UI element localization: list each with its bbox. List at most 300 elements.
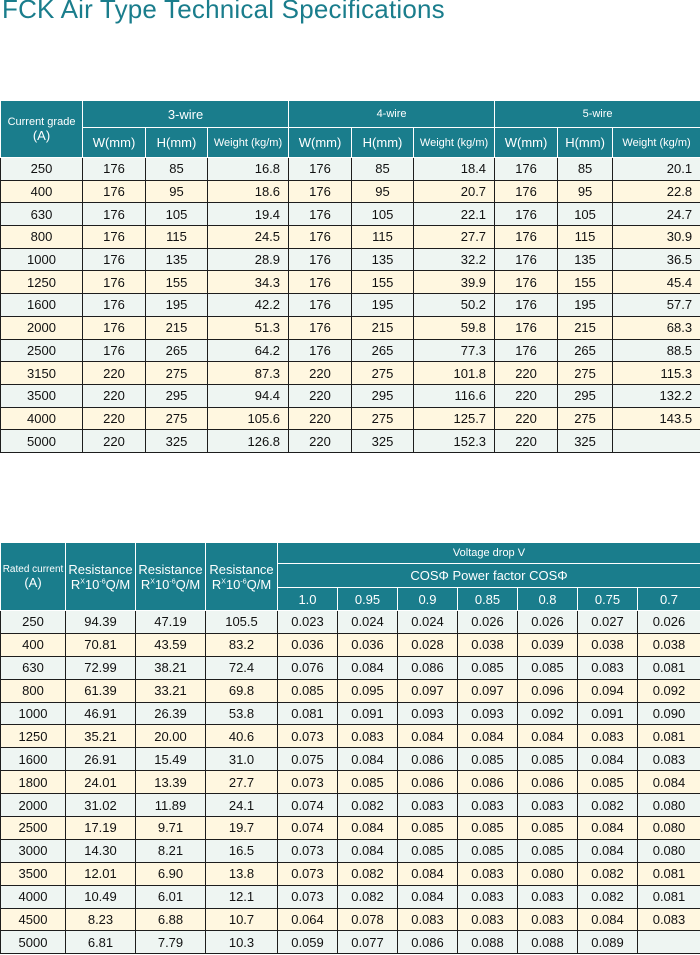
table-cell: 0.084 — [578, 839, 638, 862]
table-cell: 0.036 — [338, 633, 398, 656]
table-cell: 51.3 — [208, 316, 289, 339]
table-cell: 0.024 — [338, 611, 398, 634]
table-cell: 0.074 — [278, 794, 338, 817]
table-cell: 31.0 — [206, 748, 278, 771]
table-cell: 0.081 — [638, 862, 700, 885]
table-cell: 0.073 — [278, 885, 338, 908]
table-cell: 176 — [83, 294, 146, 317]
table-cell: 88.5 — [613, 339, 700, 362]
table-cell: 220 — [495, 407, 558, 430]
table-cell: 0.083 — [578, 656, 638, 679]
table-cell: 0.075 — [278, 748, 338, 771]
table-cell: 115 — [352, 226, 414, 249]
table-cell: 325 — [352, 430, 414, 453]
table-cell: 0.082 — [338, 794, 398, 817]
table-cell: 0.089 — [578, 931, 638, 954]
table-row — [1, 679, 700, 702]
table-cell: 0.083 — [578, 725, 638, 748]
table-cell: 68.3 — [613, 316, 700, 339]
table-cell: 0.064 — [278, 908, 338, 931]
table-cell: 43.59 — [136, 633, 206, 656]
table-cell: 10.7 — [206, 908, 278, 931]
table-cell: 0.086 — [398, 748, 458, 771]
resistance-header: Resistance $R^X10^{-6}Q/M$ — [136, 543, 206, 611]
table-cell: 115.3 — [613, 362, 700, 385]
table-cell — [613, 430, 700, 453]
table-row — [1, 384, 700, 407]
table-cell: 85 — [352, 158, 414, 181]
voltage-drop-header: Voltage drop V — [278, 543, 700, 564]
table-cell: 220 — [83, 362, 146, 385]
table-cell: 0.082 — [578, 794, 638, 817]
table-cell: 0.038 — [578, 633, 638, 656]
table-cell: 0.084 — [458, 725, 518, 748]
table-cell: 0.084 — [338, 748, 398, 771]
table-row — [1, 656, 700, 679]
table-cell: 12.01 — [66, 862, 136, 885]
table-cell: 220 — [289, 430, 352, 453]
table-cell: 0.088 — [458, 931, 518, 954]
table-row — [1, 702, 700, 725]
table-cell: 10.49 — [66, 885, 136, 908]
table-cell: 0.026 — [638, 611, 700, 634]
table-row — [1, 226, 700, 249]
table-cell: 0.083 — [398, 794, 458, 817]
table-cell: 275 — [352, 362, 414, 385]
table-cell: 215 — [146, 316, 208, 339]
table-cell: 0.038 — [638, 633, 700, 656]
table-cell: 176 — [289, 203, 352, 226]
table-cell: 5000 — [1, 430, 83, 453]
table-cell: 0.083 — [458, 908, 518, 931]
table-cell: 105.6 — [208, 407, 289, 430]
table-cell: 0.083 — [518, 908, 578, 931]
cos-header: COSΦ Power factor COSΦ — [278, 564, 700, 588]
table-cell: 176 — [289, 180, 352, 203]
table-cell: 3500 — [1, 384, 83, 407]
table-cell: 220 — [83, 384, 146, 407]
table-cell: 176 — [495, 271, 558, 294]
table-cell: 265 — [558, 339, 613, 362]
table-cell: 0.091 — [338, 702, 398, 725]
table-cell: 275 — [558, 407, 613, 430]
table-cell: 0.084 — [338, 656, 398, 679]
table-cell: 295 — [146, 384, 208, 407]
table-cell: 800 — [1, 679, 66, 702]
table-cell: 3000 — [1, 839, 66, 862]
spec-header-row-2 — [1, 128, 700, 158]
table-cell: 24.5 — [208, 226, 289, 249]
table-row — [1, 430, 700, 453]
sub-header-h: H(mm) — [146, 128, 208, 158]
table-cell: 0.092 — [638, 679, 700, 702]
table-cell: 1250 — [1, 271, 83, 294]
table-cell: 295 — [558, 384, 613, 407]
table-cell: 176 — [83, 158, 146, 181]
table-cell: 0.080 — [638, 817, 700, 840]
table-cell: 0.083 — [458, 794, 518, 817]
table-cell: 176 — [83, 316, 146, 339]
table-cell: 0.086 — [398, 656, 458, 679]
table-cell: 22.1 — [414, 203, 495, 226]
table-cell: 95 — [558, 180, 613, 203]
table-cell: 0.085 — [458, 839, 518, 862]
table-cell: 0.073 — [278, 771, 338, 794]
table-cell: 0.073 — [278, 725, 338, 748]
table-cell: 220 — [289, 362, 352, 385]
table-cell: 630 — [1, 656, 66, 679]
group-header-5-wire: 5-wire — [495, 101, 700, 128]
table-cell: 400 — [1, 633, 66, 656]
table-cell: 275 — [146, 407, 208, 430]
table-cell: 24.01 — [66, 771, 136, 794]
table-cell: 105 — [146, 203, 208, 226]
table-cell: 135 — [146, 248, 208, 271]
table-cell: 135 — [558, 248, 613, 271]
table-cell: 176 — [289, 158, 352, 181]
table-cell: 18.4 — [414, 158, 495, 181]
table-cell: 85 — [558, 158, 613, 181]
power-factor-header: 0.7 — [638, 588, 700, 611]
table-cell: 34.3 — [208, 271, 289, 294]
table-cell: 220 — [495, 384, 558, 407]
table-cell: 2500 — [1, 339, 83, 362]
table-cell: 0.082 — [578, 862, 638, 885]
table-cell: 36.5 — [613, 248, 700, 271]
table-cell: 0.097 — [458, 679, 518, 702]
table-row — [1, 294, 700, 317]
table-cell: 250 — [1, 611, 66, 634]
table-cell: 0.084 — [338, 839, 398, 862]
table-cell: 0.027 — [578, 611, 638, 634]
table-cell: 176 — [289, 226, 352, 249]
table-cell: 26.91 — [66, 748, 136, 771]
table-cell: 0.059 — [278, 931, 338, 954]
table-cell: 3150 — [1, 362, 83, 385]
table-cell: 46.91 — [66, 702, 136, 725]
table-cell: 400 — [1, 180, 83, 203]
table-cell: 0.085 — [458, 656, 518, 679]
table-cell: 101.8 — [414, 362, 495, 385]
table-cell: 125.7 — [414, 407, 495, 430]
table-cell: 0.080 — [518, 862, 578, 885]
table-cell: 0.085 — [398, 839, 458, 862]
table-cell: 0.086 — [518, 771, 578, 794]
table-cell: 143.5 — [613, 407, 700, 430]
table-cell: 0.082 — [578, 885, 638, 908]
table-cell: 20.1 — [613, 158, 700, 181]
table-row — [1, 180, 700, 203]
table-row — [1, 362, 700, 385]
table-cell: 33.21 — [136, 679, 206, 702]
table-cell: 27.7 — [206, 771, 278, 794]
table-cell: 0.088 — [518, 931, 578, 954]
table-cell: 0.085 — [578, 771, 638, 794]
table-cell: 155 — [558, 271, 613, 294]
table-cell: 0.083 — [518, 794, 578, 817]
table-row — [1, 316, 700, 339]
table-cell: 0.085 — [518, 748, 578, 771]
table-cell: 0.084 — [338, 817, 398, 840]
table-cell: 72.4 — [206, 656, 278, 679]
table-cell: 19.7 — [206, 817, 278, 840]
table-cell: 7.79 — [136, 931, 206, 954]
table-cell: 176 — [289, 316, 352, 339]
table-cell: 3500 — [1, 862, 66, 885]
sub-header-weight: Weight (kg/m) — [208, 128, 289, 158]
table-cell: 72.99 — [66, 656, 136, 679]
table-cell: 126.8 — [208, 430, 289, 453]
power-factor-header: 0.95 — [338, 588, 398, 611]
table-cell: 630 — [1, 203, 83, 226]
table-cell: 2500 — [1, 817, 66, 840]
table-cell: 105 — [558, 203, 613, 226]
table-cell: 28.9 — [208, 248, 289, 271]
table-cell: 6.90 — [136, 862, 206, 885]
table-cell: 265 — [146, 339, 208, 362]
table-cell: 0.084 — [578, 748, 638, 771]
table-cell: 115 — [146, 226, 208, 249]
table-cell: 176 — [83, 226, 146, 249]
table-cell: 0.073 — [278, 839, 338, 862]
table-cell: 4000 — [1, 885, 66, 908]
table-cell: 0.084 — [398, 725, 458, 748]
table-row — [1, 771, 700, 794]
table-cell: 265 — [352, 339, 414, 362]
table-cell: 0.097 — [398, 679, 458, 702]
table-cell: 69.8 — [206, 679, 278, 702]
sub-header-w: W(mm) — [495, 128, 558, 158]
table-cell: 2000 — [1, 316, 83, 339]
table-cell: 18.6 — [208, 180, 289, 203]
table-cell: 0.085 — [458, 817, 518, 840]
table-cell: 176 — [289, 339, 352, 362]
table-row — [1, 748, 700, 771]
sub-header-h: H(mm) — [558, 128, 613, 158]
table-cell: 155 — [352, 271, 414, 294]
spec-table — [0, 100, 700, 453]
vd-header-row-1 — [1, 543, 700, 564]
table-cell: 0.085 — [458, 748, 518, 771]
spec-table-body — [1, 158, 700, 453]
table-cell: 8.23 — [66, 908, 136, 931]
table-cell: 0.090 — [638, 702, 700, 725]
table-cell: 11.89 — [136, 794, 206, 817]
table-cell: 0.093 — [458, 702, 518, 725]
table-cell: 42.2 — [208, 294, 289, 317]
table-cell: 0.028 — [398, 633, 458, 656]
table-cell: 57.7 — [613, 294, 700, 317]
table-cell: 176 — [289, 294, 352, 317]
table-cell: 0.086 — [398, 931, 458, 954]
table-row — [1, 633, 700, 656]
table-cell: 0.084 — [518, 725, 578, 748]
table-cell: 19.4 — [208, 203, 289, 226]
table-cell: 176 — [83, 339, 146, 362]
table-cell: 12.1 — [206, 885, 278, 908]
table-cell: 0.093 — [398, 702, 458, 725]
table-cell: 220 — [495, 362, 558, 385]
table-cell: 0.083 — [458, 885, 518, 908]
table-cell: 0.082 — [338, 862, 398, 885]
table-cell: 195 — [352, 294, 414, 317]
table-cell: 195 — [558, 294, 613, 317]
table-cell: 1600 — [1, 748, 66, 771]
power-factor-header: 1.0 — [278, 588, 338, 611]
table-cell: 0.085 — [338, 771, 398, 794]
table-cell: 0.074 — [278, 817, 338, 840]
table-row — [1, 339, 700, 362]
table-cell: 45.4 — [613, 271, 700, 294]
table-cell: 27.7 — [414, 226, 495, 249]
table-cell: 220 — [83, 407, 146, 430]
table-cell: 176 — [495, 226, 558, 249]
page-title: FCK Air Type Technical Specifications — [2, 0, 445, 24]
table-cell: 26.39 — [136, 702, 206, 725]
table-cell: 0.085 — [518, 839, 578, 862]
table-row — [1, 271, 700, 294]
table-cell: 176 — [495, 158, 558, 181]
table-row — [1, 407, 700, 430]
table-cell: 0.078 — [338, 908, 398, 931]
table-cell: 0.083 — [518, 885, 578, 908]
table-cell: 77.3 — [414, 339, 495, 362]
table-row — [1, 839, 700, 862]
table-cell: 16.8 — [208, 158, 289, 181]
table-cell: 0.084 — [638, 771, 700, 794]
table-cell: 5000 — [1, 931, 66, 954]
table-cell: 176 — [495, 203, 558, 226]
table-cell: 176 — [83, 248, 146, 271]
table-cell: 94.4 — [208, 384, 289, 407]
table-cell: 0.094 — [578, 679, 638, 702]
table-cell: 275 — [558, 362, 613, 385]
table-cell: 176 — [495, 339, 558, 362]
table-cell: 220 — [495, 430, 558, 453]
sub-header-h: H(mm) — [352, 128, 414, 158]
table-cell: 14.30 — [66, 839, 136, 862]
table-cell: 61.39 — [66, 679, 136, 702]
table-cell: 155 — [146, 271, 208, 294]
table-cell: 0.084 — [398, 862, 458, 885]
voltage-drop-table — [0, 542, 700, 954]
table-cell: 195 — [146, 294, 208, 317]
table-cell: 0.026 — [458, 611, 518, 634]
table-cell: 325 — [558, 430, 613, 453]
table-cell: 176 — [83, 271, 146, 294]
resistance-header: Resistance $R^X10^{-6}Q/M$ — [66, 543, 136, 611]
table-cell: 20.7 — [414, 180, 495, 203]
table-cell: 64.2 — [208, 339, 289, 362]
table-cell: 295 — [352, 384, 414, 407]
table-cell: 70.81 — [66, 633, 136, 656]
table-cell: 176 — [289, 271, 352, 294]
table-cell: 95 — [352, 180, 414, 203]
table-cell: 220 — [289, 407, 352, 430]
table-cell: 0.084 — [578, 817, 638, 840]
table-cell: 0.095 — [338, 679, 398, 702]
table-cell: 39.9 — [414, 271, 495, 294]
table-cell: 87.3 — [208, 362, 289, 385]
table-cell: 50.2 — [414, 294, 495, 317]
table-cell: 8.21 — [136, 839, 206, 862]
table-cell: 1000 — [1, 248, 83, 271]
table-cell: 0.096 — [518, 679, 578, 702]
table-cell: 31.02 — [66, 794, 136, 817]
group-header-4-wire: 4-wire — [289, 101, 495, 128]
table-cell: 9.71 — [136, 817, 206, 840]
table-cell: 32.2 — [414, 248, 495, 271]
table-cell: 17.19 — [66, 817, 136, 840]
table-row — [1, 158, 700, 181]
table-cell: 6.88 — [136, 908, 206, 931]
table-cell: 0.083 — [458, 862, 518, 885]
table-cell: 35.21 — [66, 725, 136, 748]
power-factor-header: 0.75 — [578, 588, 638, 611]
table-row — [1, 794, 700, 817]
table-cell: 0.082 — [338, 885, 398, 908]
table-cell: 1600 — [1, 294, 83, 317]
table-cell: 176 — [83, 203, 146, 226]
table-cell: 4000 — [1, 407, 83, 430]
table-row — [1, 248, 700, 271]
table-cell: 0.086 — [458, 771, 518, 794]
table-cell: 47.19 — [136, 611, 206, 634]
table-cell: 325 — [146, 430, 208, 453]
table-cell: 85 — [146, 158, 208, 181]
table-cell: 0.073 — [278, 862, 338, 885]
table-cell: 0.085 — [518, 656, 578, 679]
table-cell: 0.092 — [518, 702, 578, 725]
table-cell: 1800 — [1, 771, 66, 794]
sub-header-w: W(mm) — [83, 128, 146, 158]
sub-header-w: W(mm) — [289, 128, 352, 158]
table-cell: 176 — [289, 248, 352, 271]
group-header-3-wire: 3-wire — [83, 101, 289, 128]
table-cell: 0.077 — [338, 931, 398, 954]
table-cell: 10.3 — [206, 931, 278, 954]
table-cell — [638, 931, 700, 954]
power-factor-header: 0.8 — [518, 588, 578, 611]
table-cell: 38.21 — [136, 656, 206, 679]
table-cell: 0.080 — [638, 839, 700, 862]
table-cell: 0.085 — [518, 817, 578, 840]
table-cell: 53.8 — [206, 702, 278, 725]
table-row — [1, 885, 700, 908]
table-cell: 0.083 — [638, 908, 700, 931]
table-cell: 275 — [146, 362, 208, 385]
table-cell: 0.081 — [278, 702, 338, 725]
table-cell: 275 — [352, 407, 414, 430]
table-cell: 176 — [495, 180, 558, 203]
table-cell: 24.1 — [206, 794, 278, 817]
table-cell: 13.8 — [206, 862, 278, 885]
table-cell: 0.081 — [638, 725, 700, 748]
table-cell: 215 — [352, 316, 414, 339]
table-cell: 0.024 — [398, 611, 458, 634]
table-cell: 4500 — [1, 908, 66, 931]
table-cell: 0.036 — [278, 633, 338, 656]
table-cell: 116.6 — [414, 384, 495, 407]
table-cell: 16.5 — [206, 839, 278, 862]
table-cell: 0.080 — [638, 794, 700, 817]
table-cell: 0.091 — [578, 702, 638, 725]
table-row — [1, 203, 700, 226]
table-cell: 176 — [495, 248, 558, 271]
table-cell: 40.6 — [206, 725, 278, 748]
table-row — [1, 817, 700, 840]
voltage-drop-table-body — [1, 611, 700, 954]
